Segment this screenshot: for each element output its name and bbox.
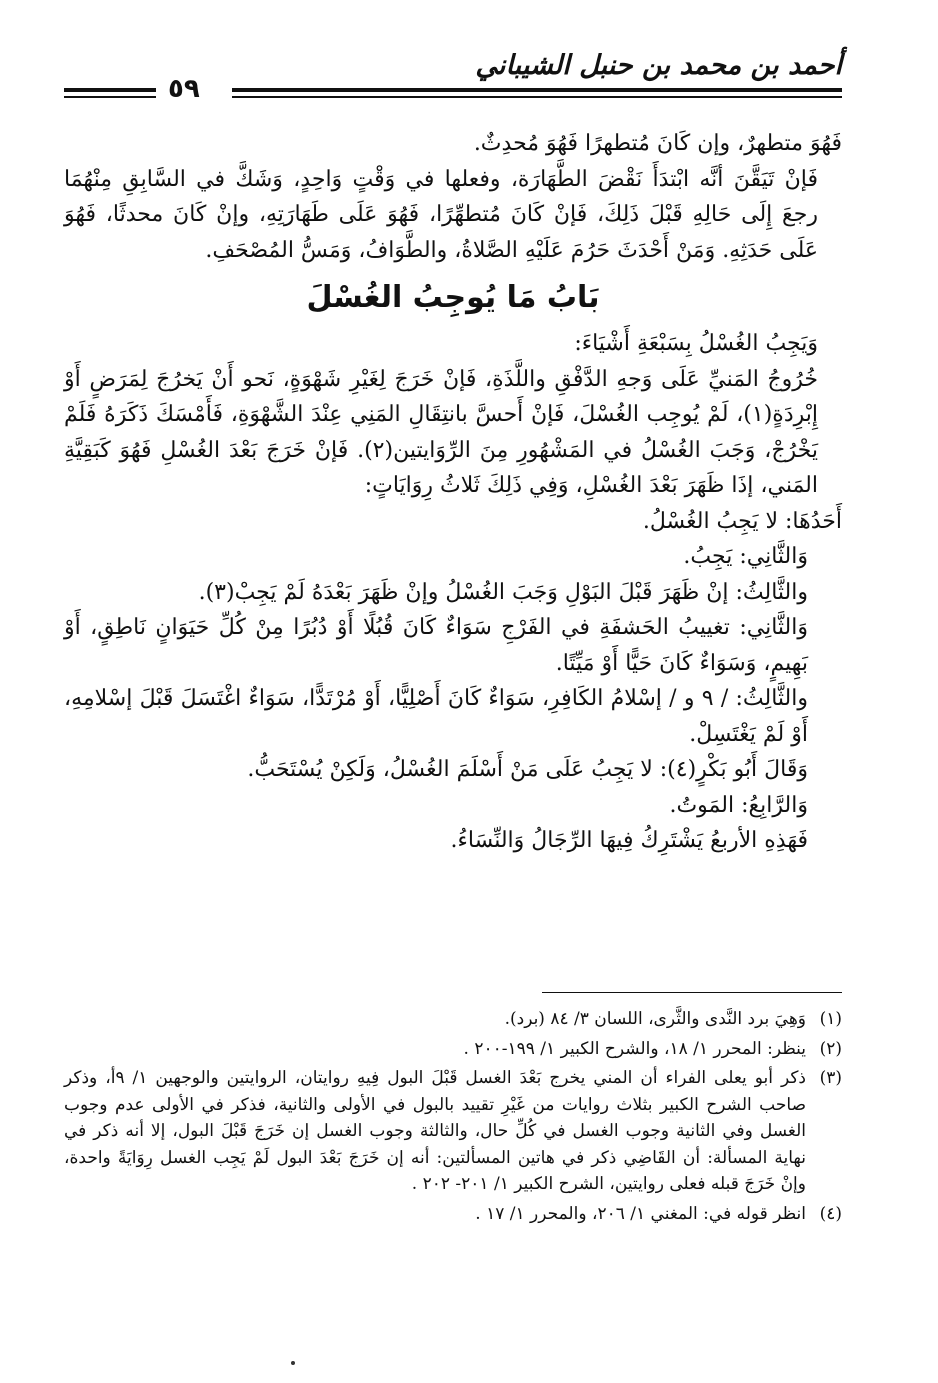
paragraph: خُرُوجُ المَنيِّ عَلَى وَجهِ الدَّفْقِ واللَّذَةِ، فَإنْ خَرَجَ لِغَيْرِ شَهْوَةٍ، نَحو أَنْ يَخرُجَ لِمَرَضٍ أَوْ إِبْرِدَةٍ(١)، لَمْ يُوجِب الغُسْلَ، فَإنْ أَحسَّ بانتِقَالِ المَنِي عِنْدَ الشَّهْوَةِ، فَأَمْسَكَ ذَكَرَهُ فَلَمْ يَخْرُجْ، وَجَبَ الغُسْلُ في المَشْهُورِ مِنَ الرِّوَايتين(٢). فَإنْ خَرَجَ بَعْدَ الغُسْلِ فَهُوَ كَبَقِيَّةِ المَني، إذَا ظَهَرَ بَعْدَ الغُسْلِ، وَفِي ذَلِكَ ثَلاثُ رِوَايَاتٍ: bbox=[64, 366, 818, 498]
running-title: أحمد بن محمد بن حنبل الشيباني bbox=[475, 50, 842, 81]
paragraph: وَيَجِبُ الغُسْلُ بِسَبْعَةِ أَشْيَاءَ: bbox=[574, 331, 818, 356]
footnote-text: انظر قوله في: المغني ١/ ٢٠٦، والمحرر ١/ ١٧ . bbox=[475, 1203, 806, 1224]
page-header bbox=[64, 48, 842, 108]
footnote-number: (٤) bbox=[819, 1203, 842, 1224]
paragraph: وَالثَّانِي: تغييبُ الحَشفَةِ في الفَرْجِ سَوَاءٌ كَانَ قُبُلًا أَوْ دُبُرًا مِنْ كُلِّ حَيَوَانٍ نَاطِقٍ، أَوْ بَهِيمٍ، وَسَوَاءٌ كَانَ حَيًّا أَوْ مَيِّتًا. bbox=[64, 615, 808, 676]
paragraph: أَحَدُهَا: لا يَجِبُ الغُسْلُ. bbox=[642, 508, 842, 534]
paragraph: فَإنْ تَيَقَّنَ أنَّه ابْتدَأَ نَقْضَ الطَّهَارَة، وفعلها في وَقْتٍ وَاحِدٍ، وَشَكَّ في السَّابِقِ مِنْهُمَا رجعَ إِلَى حَالِهِ قَبْلَ ذَلِكَ، فَإنْ كَانَ مُتطهِّرًا، فَهُوَ عَلَى طَهَارَتِهِ، وإنْ كَانَ محدثًا، فَهُوَ عَلَى حَدَثِهِ. وَمَنْ أَحْدَثَ حَرُمَ عَلَيْهِ الصَّلاةُ، والطَّوَافُ، وَمَسُّ المُصْحَفِ. bbox=[64, 166, 818, 263]
footnote-text: وَهِيَ برد النَّدى والثَّرى، اللسان ٣/ ٨٤ (برد). bbox=[504, 1009, 806, 1029]
footnotes bbox=[64, 1006, 842, 1230]
paragraph: فَهُوَ متطهرٌ، وإن كَانَ مُتطهرًا فَهُوَ مُحدِثٌ. bbox=[473, 131, 842, 156]
footnote bbox=[64, 1006, 842, 1033]
main-text bbox=[64, 126, 842, 859]
header-rule-left bbox=[64, 88, 156, 92]
paragraph: وَالرَّابِعُ: المَوتُ. bbox=[669, 792, 808, 818]
paragraph: والثَّالِثُ: / ٩ و / إسْلامُ الكَافِرِ، سَوَاءٌ كَانَ أَصْلِيًّا، أَوْ مُرْتَدًّا، سَوَاءٌ اغْتَسَلَ قَبْلَ إسْلامِهِ، أَوْ لَمْ يَغْتَسِلْ. bbox=[64, 686, 808, 747]
footnote bbox=[64, 1201, 842, 1228]
paragraph: والثَّالِثُ: إنْ ظَهَرَ قَبْلَ البَوْلِ وَجَبَ الغُسْلُ وإنْ ظَهَرَ بَعْدَهُ لَمْ يَجِبْ(٣). bbox=[198, 579, 808, 605]
page-number: ٥٩ bbox=[168, 74, 200, 104]
header-rule-thin bbox=[232, 96, 842, 98]
header-rule bbox=[232, 88, 842, 92]
paragraph: فَهَذِهِ الأربعُ يَشْتَرِكُ فِيهَا الرِّجَالُ وَالنِّسَاءُ. bbox=[450, 828, 808, 853]
header-rule-left-thin bbox=[64, 96, 156, 98]
footnote-separator bbox=[542, 992, 842, 993]
footnote-text: ينظر: المحرر ١/ ١٨، والشرح الكبير ١/ ١٩٩-٢٠٠ . bbox=[463, 1038, 806, 1059]
footnote bbox=[64, 1065, 842, 1198]
footnote-number: (٢) bbox=[819, 1038, 842, 1059]
paragraph: وَالثَّانِي: يَجِبُ. bbox=[683, 544, 808, 569]
footnote-number: (٣) bbox=[819, 1068, 842, 1088]
footnote-number: (١) bbox=[819, 1009, 842, 1029]
footnote bbox=[64, 1036, 842, 1063]
footnote-text: ذكر أبو يعلى الفراء أن المني يخرج بَعْدَ الغسل قَبْلَ البول فِيهِ روايتان، الروايتين والوجهين ١/ ٩أ، وذكر صاحب الشرح الكبير بثلاث روايات من غَيْرِ تقييد بالبول في الأولى والثانية، فذكر في الأولى عدم وجوب الغسل وفي الثانية وجوب الغسل في كُلِّ حال، والثالثة وجوب الغسل إن خَرَجَ قَبْلَ البول، إلا أنه ذكر في نهاية المسألة: أن القَاضِي ذكر في هاتين المسألتين: أنه إن خَرَجَ بَعْدَ البول لَمْ يَجِب الغسل رِوَايَةً واحدة، وإنْ خَرَجَ قبله فعلى روايتين، الشرح الكبير ١/ ٢٠١- ٢٠٢ . bbox=[64, 1068, 806, 1194]
paragraph: وَقَالَ أَبُو بَكْرٍ(٤): لا يَجِبُ عَلَى مَنْ أَسْلَمَ الغُسْلُ، وَلَكِنْ يُسْتَحَبُّ. bbox=[247, 757, 808, 782]
chapter-heading: بَابُ مَا يُوجِبُ الغُسْلَ bbox=[306, 280, 600, 315]
print-speck bbox=[291, 1361, 295, 1365]
